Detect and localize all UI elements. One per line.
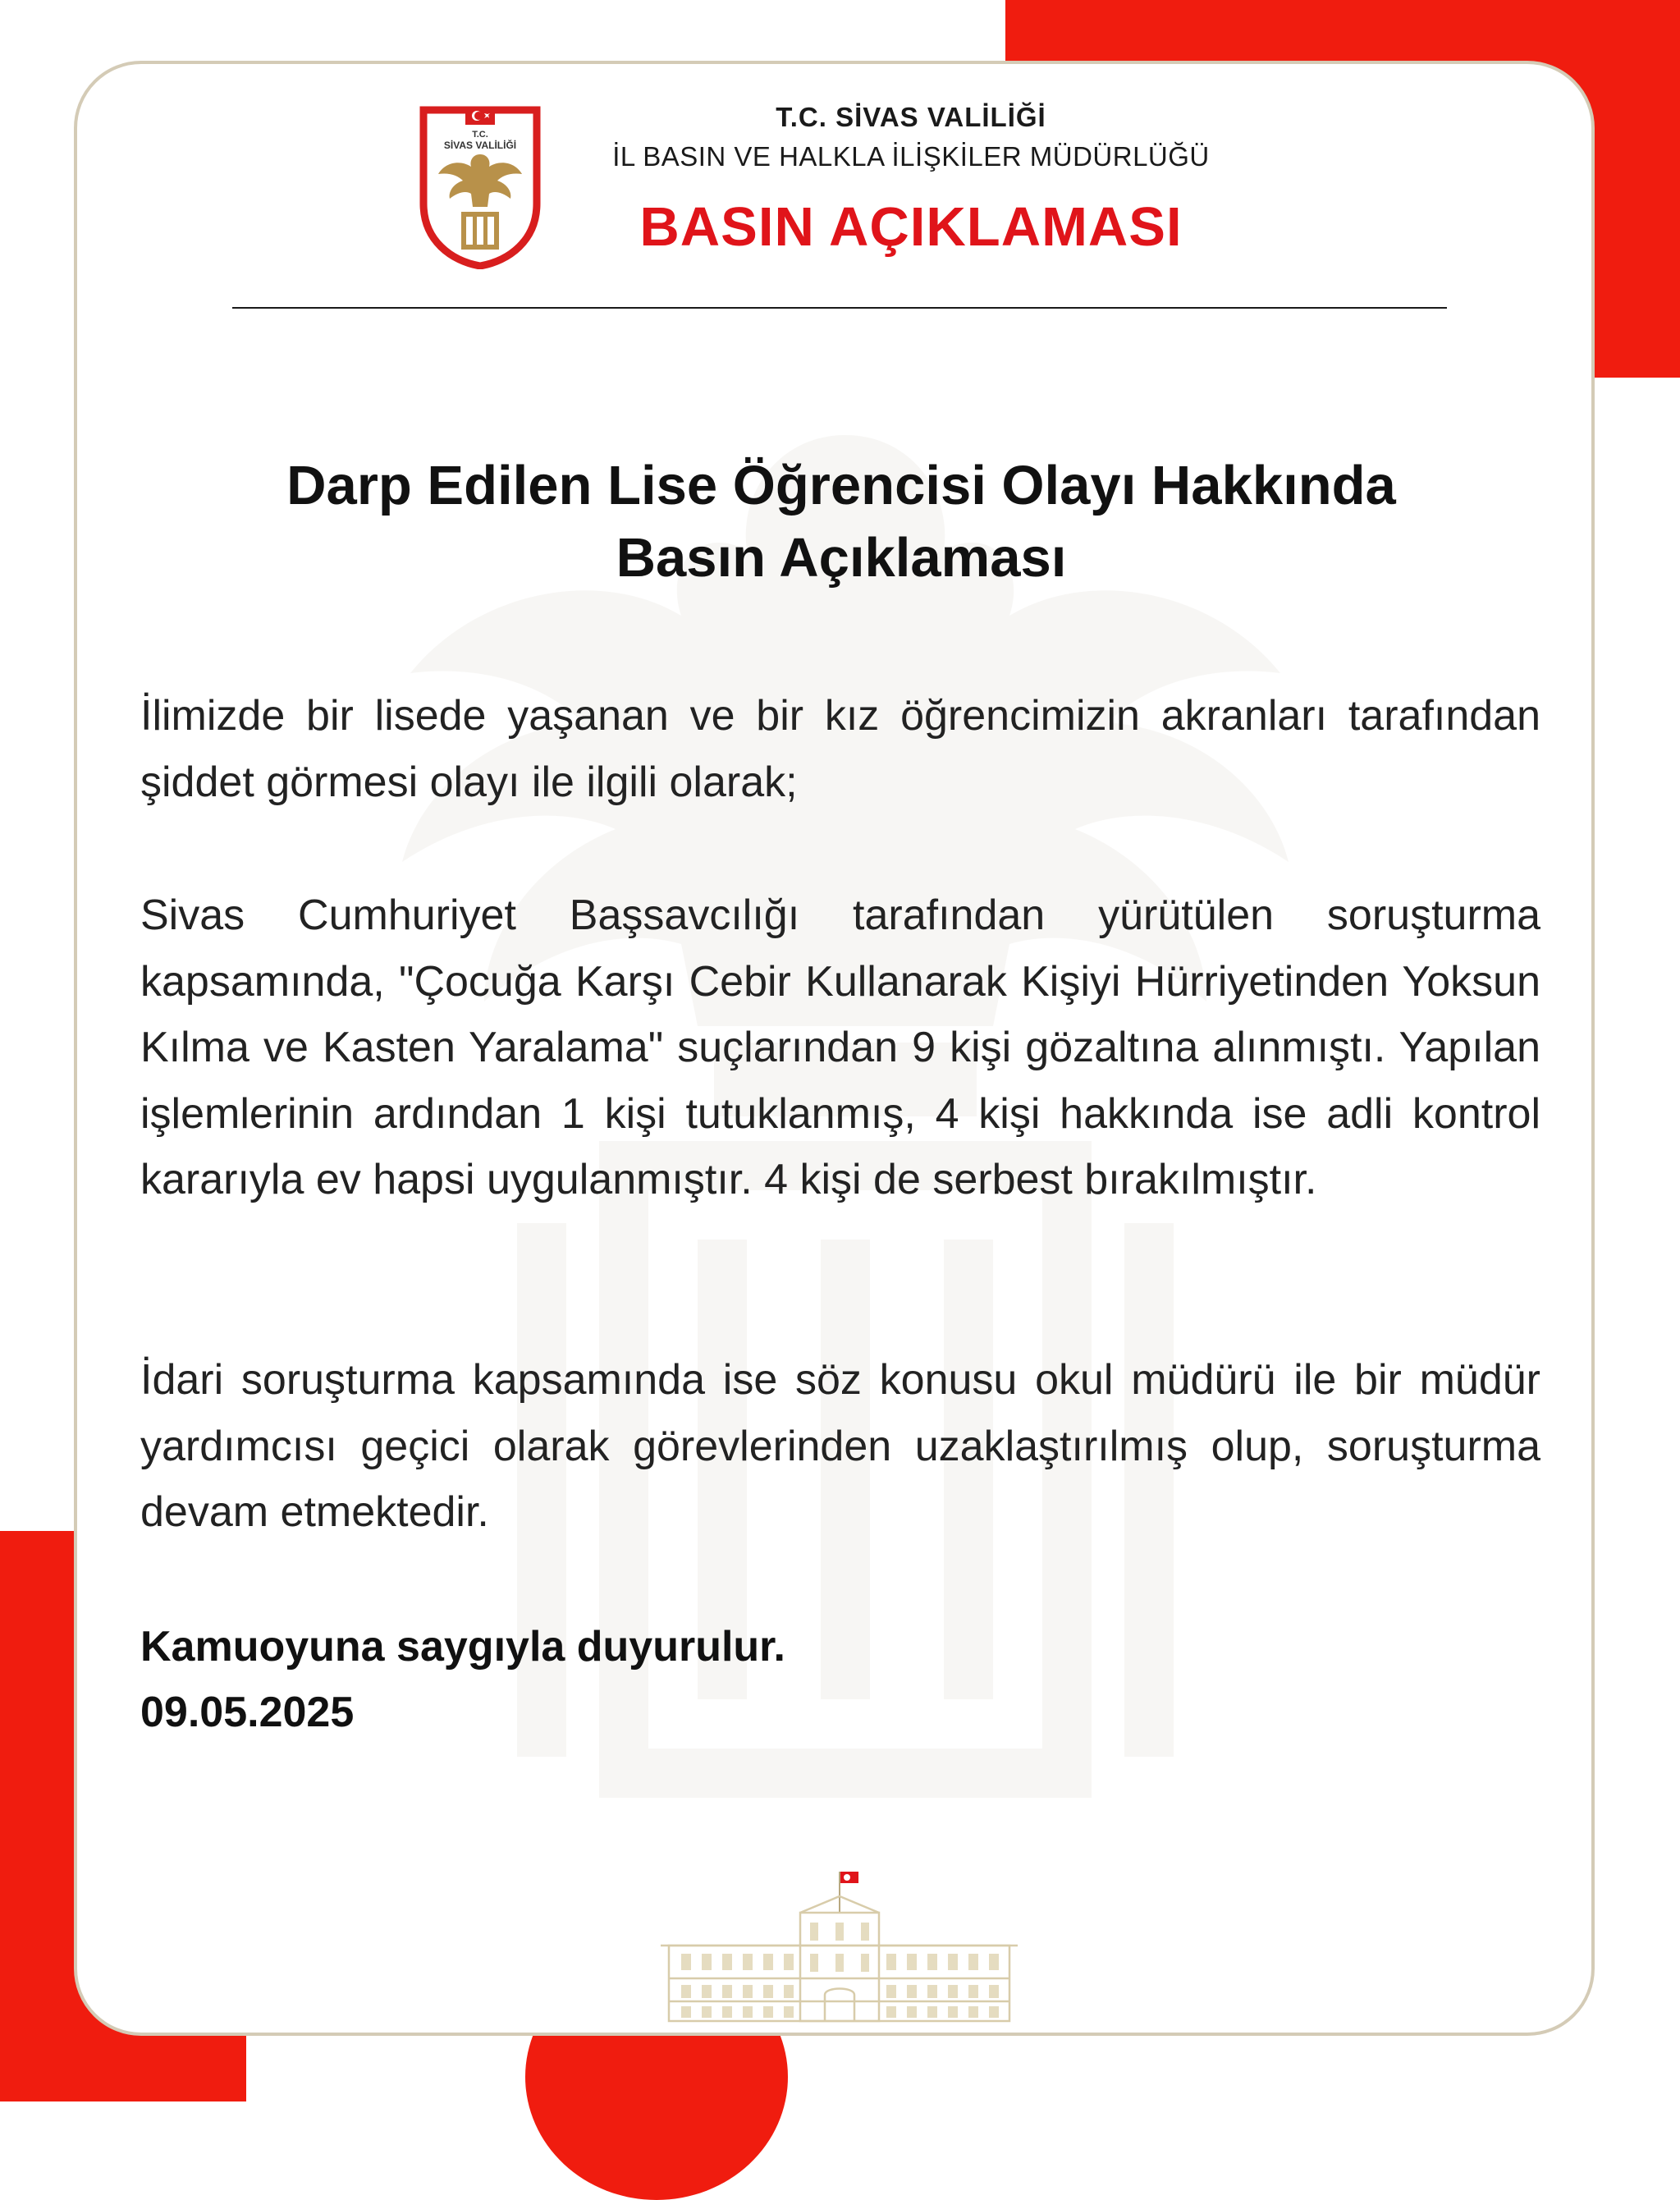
sivas-valiligi-emblem-icon bbox=[419, 105, 542, 269]
body-paragraph-2: Sivas Cumhuriyet Başsavcılığı tarafından yürütülen soruşturma kapsamında, "Çocuğa Karşı Cebir Kullanarak Kişiyi Hürriyetinden Yoksun Kılma ve Kasten Yaralama" suçlarından 9 kişi gözaltına alınmıştı. Yapılan işlemlerinin ardından 1 kişi tutuklanmış, 4 kişi hakkında ise adli kontrol kararıyla ev hapsi uygulanmıştır. 4 kişi de serbest bırakılmıştır. bbox=[140, 891, 1540, 1204]
institution-name: T.C. SİVAS VALİLİĞİ bbox=[776, 102, 1046, 132]
page-title bbox=[148, 450, 1535, 594]
department-name: İL BASIN VE HALKLA İLİŞKİLER MÜDÜRLÜĞÜ bbox=[612, 141, 1210, 172]
body-paragraph-1: İlimizde bir lisede yaşanan ve bir kız öğrencimizin akranları tarafından şiddet görmesi olayı ile ilgili olarak; bbox=[140, 692, 1540, 806]
document-type-label: BASIN AÇIKLAMASI bbox=[639, 196, 1183, 258]
closing-statement: Kamuoyuna saygıyla duyurulur. bbox=[140, 1623, 785, 1671]
svg-text:T.C.: T.C. bbox=[472, 130, 488, 140]
release-date: 09.05.2025 bbox=[140, 1689, 355, 1736]
header-divider bbox=[232, 307, 1447, 309]
government-building-icon bbox=[652, 1863, 1026, 2028]
title-line-1: Darp Edilen Lise Öğrencisi Olayı Hakkında bbox=[286, 455, 1396, 516]
svg-text:SİVAS VALİLİĞİ: SİVAS VALİLİĞİ bbox=[443, 140, 517, 151]
title-line-2: Basın Açıklaması bbox=[616, 527, 1067, 589]
body-paragraph-3: İdari soruşturma kapsamında ise söz konusu okul müdürü ile bir müdür yardımcısı geçici olarak görevlerinden uzaklaştırılmış olup, soruşturma devam etmektedir. bbox=[140, 1356, 1540, 1537]
